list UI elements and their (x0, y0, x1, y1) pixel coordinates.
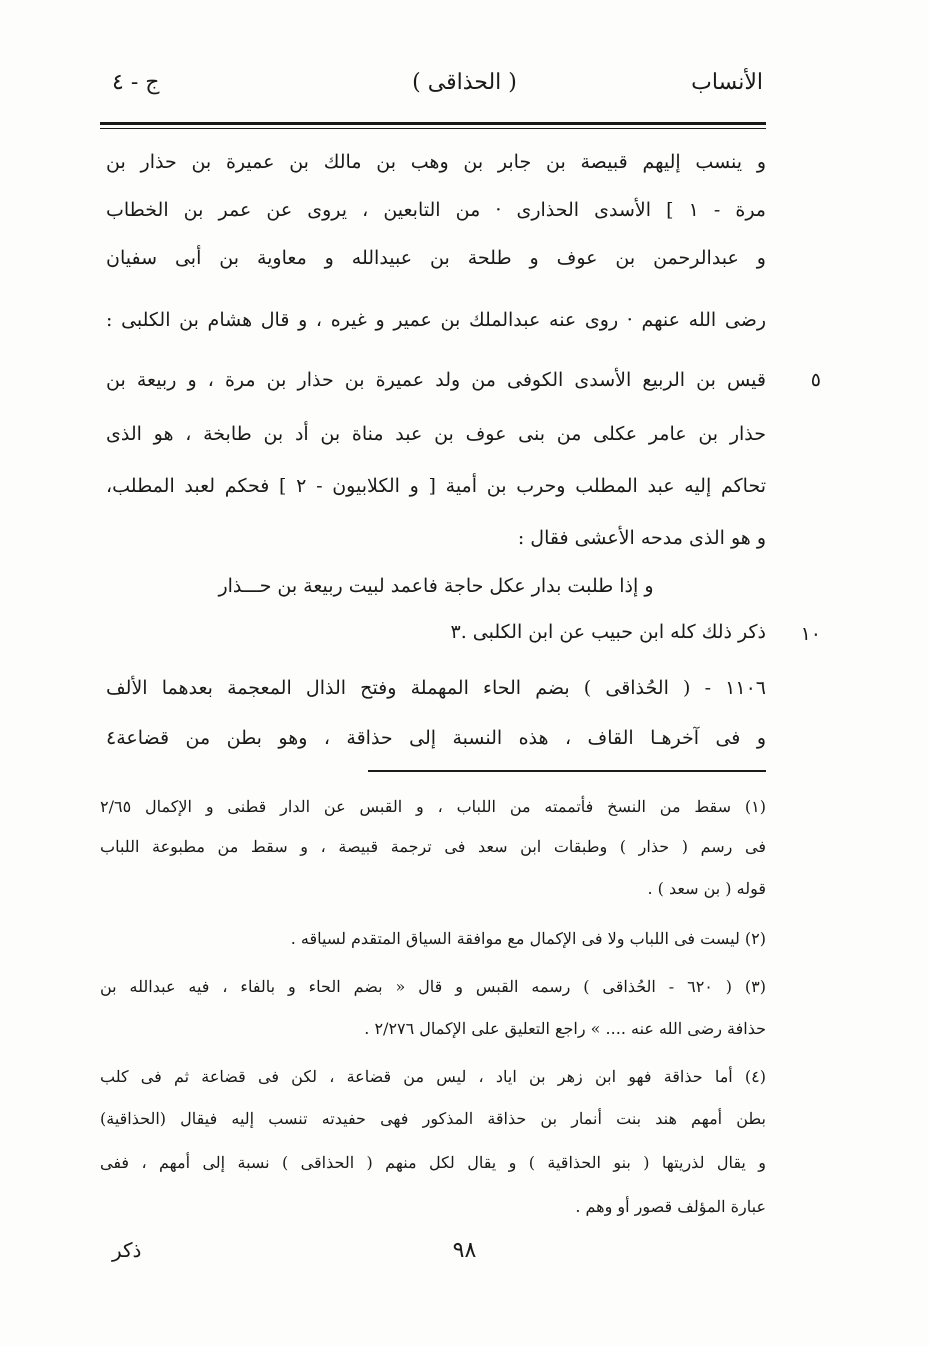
text-line: مرة - ١ ] الأسدى الحذارى · من التابعين ، يروى عن عمر بن الخطاب (106, 199, 766, 221)
text-line: و عبدالرحمن بن عوف و طلحة بن عبيدالله و معاوية بن أبى سفيان (106, 247, 766, 269)
running-head-volume: ج - ٤ (112, 70, 160, 95)
text-line: و هو الذى مدحه الأعشى فقال : (517, 527, 766, 549)
text-line: حذار بن عامر عكلى من بنى عوف بن عبد مناة بن أد بن طابخة ، هو الذى (106, 423, 766, 445)
footnote-line: و يقال لذريتها ( بنو الحذاقية ) و يقال لكل منهم ( الحذاقى ) نسبة إلى أمهم ، ففى (100, 1153, 766, 1172)
footnote-line: (٣) ( ٦٢٠ - الحُذاقى ) رسمه القبس و قال « بضم الحاء و بالفاء ، فيه عبدالله بن (100, 977, 766, 996)
text-line: و فى آخرهـا القاف ، هذه النسبة إلى حذاقة ، وهو بطن من قضاعة٤ (106, 727, 766, 749)
text-line: و ينسب إليهم قبيصة بن جابر بن وهب بن مالك بن عميرة بن حذار بن (106, 151, 766, 173)
running-head-entry: ( الحذاقى ) (412, 70, 517, 95)
text-line: ذكر ذلك كله ابن حبيب عن ابن الكلبى .٣ (450, 621, 766, 643)
footnote-line: (١) سقط من النسخ فأتممته من اللباب ، و القبس عن الدار قطنى و الإكمال ٢/٦٥ (100, 797, 766, 816)
footnote-line: (٢) ليست فى اللباب ولا فى الإكمال مع موافقة السياق المتقدم لسياقه . (290, 929, 766, 948)
page-number: ٩٨ (452, 1238, 477, 1263)
poetry-verse: و إذا طلبت بدار عكل حاجة فاعمد لبيت ربيعة بن حـــذار (218, 575, 654, 597)
footnote-line: حذافة رضى الله عنه .... » راجع التعليق على الإكمال ٢/٢٧٦ . (364, 1019, 766, 1038)
footnote-line: (٤) أما حذاقة فهو ابن زهر بن اياد ، ليس من قضاعة ، لكن فى قضاعة ثم فى كلب (100, 1067, 766, 1086)
entry-heading-line: ١١٠٦ - ( الحُذاقى ) بضم الحاء المهملة وفتح الذال المعجمة بعدهما الألف (106, 677, 766, 699)
text-line: قيس بن الربيع الأسدى الكوفى من ولد عميرة بن حذار بن مرة ، و ربيعة بن (106, 369, 766, 391)
footnote-line: قوله ( بن سعد ) . (647, 879, 766, 898)
running-head-title: الأنساب (691, 70, 763, 95)
footnote-line: فى رسم ( حذار ) وطبقات ابن سعد فى ترجمة قبيصة ، و سقط من مطبوعة اللباب (100, 837, 766, 856)
header-rule-thin (100, 128, 766, 129)
line-number: ١٠ (800, 623, 821, 645)
footnote-separator (368, 770, 766, 772)
line-number: ٥ (810, 369, 821, 391)
footnote-line: عبارة المؤلف قصور أو وهم . (575, 1197, 766, 1216)
text-line: رضى الله عنهم · روى عنه عبدالملك بن عمير و غيره ، و قال هشام بن الكلبى : (106, 309, 766, 331)
catchword: ذكر (112, 1238, 142, 1262)
text-line: تحاكم إليه عبد المطلب وحرب بن أمية [ و الكلابيون - ٢ ] فحكم لعبد المطلب، (106, 475, 766, 497)
header-rule-thick (100, 122, 766, 125)
footnote-line: بطن أمهم هند بنت أنمار بن حذاقة المذكور فهى حفيدته تنسب إليه فيقال (الحذاقية) (100, 1109, 766, 1128)
